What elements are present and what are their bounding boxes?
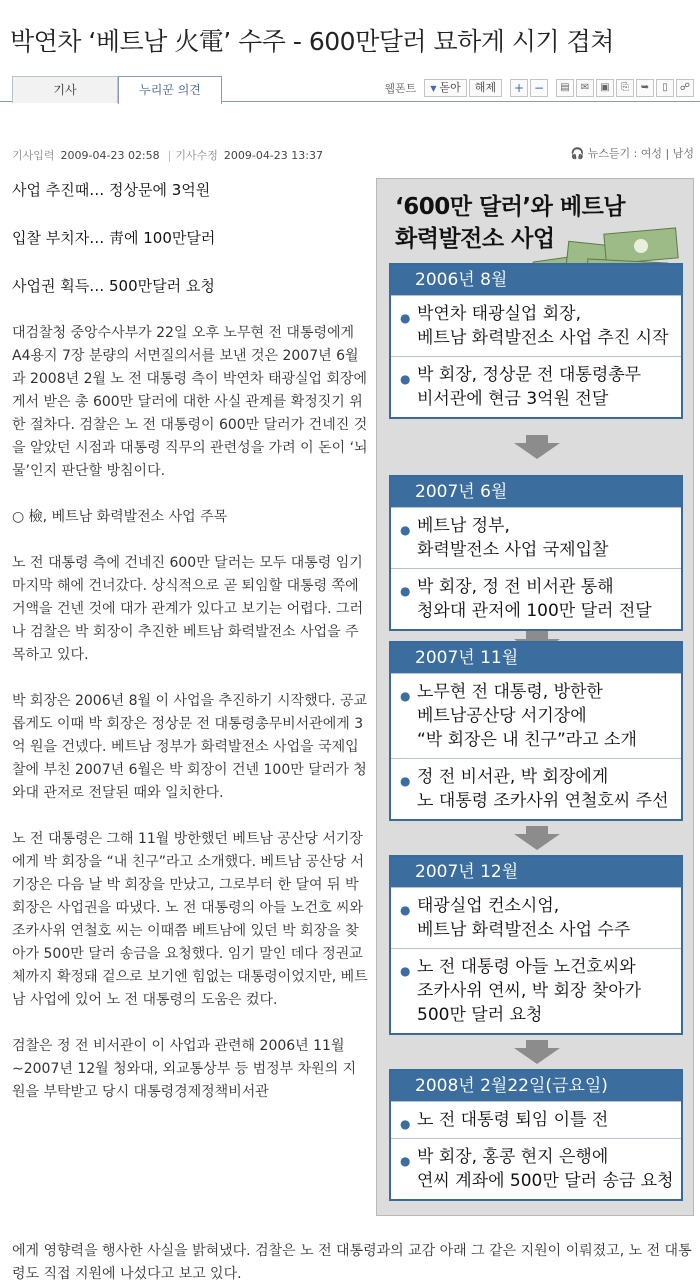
edit-date-label: 기사수정 bbox=[175, 149, 218, 162]
timeline-section bbox=[389, 1069, 683, 1201]
headphones-icon: 🎧 bbox=[570, 147, 585, 160]
timeline-event: ● 정 전 비서관, 박 회장에게 노 대통령 조카사위 연철호씨 주선 bbox=[391, 758, 681, 819]
paragraph-continued: 에게 영향력을 행사한 사실을 밝혀냈다. 검찰은 노 전 대통령과의 교감 아래 그 같은 지원이 이뤄졌고, 노 전 대통령도 직접 지원에 나섰다고 보고 있다. bbox=[12, 1243, 692, 1282]
bullet-icon: ● bbox=[400, 689, 411, 703]
timeline-date: 2007년 6월 bbox=[391, 477, 681, 507]
article-headline: 박연차 ‘베트남 火電’ 수주 - 600만달러 묘하게 시기 겹쳐 bbox=[10, 27, 614, 56]
article-meta: 기사입력 2009-04-23 02:58 | 기사수정 2009-04-23 13:37 bbox=[12, 149, 323, 162]
timeline-infographic bbox=[376, 178, 694, 1216]
bullet-icon: ● bbox=[400, 964, 411, 978]
paragraph: 노 전 대통령 측에 건네진 600만 달러는 모두 대통령 임기 마지막 해에 건너갔다. 상식적으로 곧 퇴임할 대통령 쪽에 거액을 건넨 것에 대가 관계가 있다고 보기는 어렵다. 그러나 검찰은 박 회장이 추진한 베트남 화력발전소 사업을 주목하고 있다. bbox=[12, 555, 364, 663]
tab-netizen-comments[interactable]: 누리꾼 의견 bbox=[118, 76, 222, 104]
subheading: 사업권 획득… 500만달러 요청 bbox=[12, 277, 215, 295]
input-date: 2009-04-23 02:58 bbox=[60, 149, 160, 162]
paragraph: 박 회장은 2006년 8월 이 사업을 추진하기 시작했다. 공교롭게도 이때 박 회장은 정상문 전 대통령총무비서관에게 3억 원을 건넸다. 베트남 정부가 화력발전소 사업을 국제입찰에 부친 2007년 6월은 박 회장이 건넨 100만 달러가 청와대 관저로 전달된 때와 일치한다. bbox=[12, 693, 368, 801]
subheading: 입찰 부치자… 靑에 100만달러 bbox=[12, 229, 216, 247]
timeline-event: ● 박연차 태광실업 회장, 베트남 화력발전소 사업 추진 시작 bbox=[391, 295, 681, 356]
timeline-event: ● 노 전 대통령 퇴임 이틀 전 bbox=[391, 1101, 681, 1138]
article-body bbox=[12, 178, 368, 1104]
bullet-icon: ● bbox=[400, 1117, 411, 1131]
listen-news[interactable]: 🎧 뉴스듣기 : 여성 | 남성 bbox=[570, 147, 694, 160]
down-arrow-icon bbox=[512, 1040, 562, 1064]
timeline-event: ● 박 회장, 정 전 비서관 통해 청와대 관저에 100만 달러 전달 bbox=[391, 568, 681, 629]
edit-date: 2009-04-23 13:37 bbox=[223, 149, 323, 162]
tab-article[interactable]: 기사 bbox=[12, 76, 118, 103]
paragraph: 검찰은 정 전 비서관이 이 사업과 관련해 2006년 11월∼2007년 12월 청와대, 외교통상부 등 범정부 차원의 지원을 부탁받고 당시 대통령경제정책비서관 bbox=[12, 1038, 357, 1100]
bullet-icon: ● bbox=[400, 311, 411, 325]
bullet-icon: ● bbox=[400, 372, 411, 386]
infographic-title: ‘600만 달러’와 베트남 화력발전소 사업 bbox=[395, 194, 626, 252]
paragraph: 대검찰청 중앙수사부가 22일 오후 노무현 전 대통령에게 A4용지 7장 분량의 서면질의서를 보낸 것은 2007년 6월과 2008년 2월 노 전 대통령 측이 박연차 태광실업 회장에게서 받은 총 600만 달러에 대한 사실 관계를 확정짓기 위한 절차다. 검찰은 노 전 대통령이 600만 달러가 건네진 것을 알았던 시점과 대통령 직무의 관련성을 가려 이 돈이 ‘뇌물’인지 판단할 방침이다. bbox=[12, 325, 368, 479]
zoom-out-button[interactable]: − bbox=[530, 79, 548, 97]
bullet-icon: ● bbox=[400, 523, 411, 537]
timeline-section bbox=[389, 641, 683, 821]
font-reset-button[interactable]: 해제 bbox=[469, 79, 502, 97]
print-icon[interactable]: ▤ bbox=[556, 79, 574, 97]
timeline-date: 2007년 12월 bbox=[391, 857, 681, 887]
down-arrow-icon bbox=[512, 435, 562, 459]
email-icon[interactable]: ✉ bbox=[576, 79, 594, 97]
section-heading: ○ 檢, 베트남 화력발전소 사업 주목 bbox=[12, 509, 228, 525]
timeline-event: ● 박 회장, 홍콩 현지 은행에 연씨 계좌에 500만 달러 송금 요청 bbox=[391, 1138, 681, 1199]
document-icon[interactable]: ▯ bbox=[656, 79, 674, 97]
scrap-icon[interactable]: ⎘ bbox=[616, 79, 634, 97]
send-icon[interactable]: ➥ bbox=[636, 79, 654, 97]
timeline-section bbox=[389, 263, 683, 419]
web-font-label: 웹폰트 bbox=[384, 82, 417, 95]
zoom-in-button[interactable]: + bbox=[510, 79, 528, 97]
save-icon[interactable]: ▣ bbox=[596, 79, 614, 97]
share-icon[interactable]: ☍ bbox=[676, 79, 694, 97]
bullet-icon: ● bbox=[400, 1154, 411, 1168]
bullet-icon: ● bbox=[400, 584, 411, 598]
timeline-event: ● 태광실업 컨소시엄, 베트남 화력발전소 사업 수주 bbox=[391, 887, 681, 948]
timeline-date: 2007년 11월 bbox=[391, 643, 681, 673]
timeline-event: ● 노 전 대통령 아들 노건호씨와 조카사위 연씨, 박 회장 찾아가 500만 달러 요청 bbox=[391, 948, 681, 1033]
timeline-section bbox=[389, 855, 683, 1035]
timeline-event: ● 노무현 전 대통령, 방한한 베트남공산당 서기장에 “박 회장은 내 친구”라고 소개 bbox=[391, 673, 681, 758]
bullet-icon: ● bbox=[400, 774, 411, 788]
timeline-event: ● 박 회장, 정상문 전 대통령총무 비서관에 현금 3억원 전달 bbox=[391, 356, 681, 417]
timeline-event: ● 베트남 정부, 화력발전소 사업 국제입찰 bbox=[391, 507, 681, 568]
timeline-section bbox=[389, 475, 683, 631]
dropdown-arrow-icon: ▼ bbox=[430, 84, 437, 93]
down-arrow-icon bbox=[512, 826, 562, 850]
input-date-label: 기사입력 bbox=[12, 149, 55, 162]
subheading: 사업 추진때… 정상문에 3억원 bbox=[12, 181, 211, 199]
timeline-date: 2006년 8월 bbox=[391, 265, 681, 295]
timeline-date: 2008년 2월22일(금요일) bbox=[391, 1071, 681, 1101]
bullet-icon: ● bbox=[400, 903, 411, 917]
font-select[interactable]: ▼ 돋아 bbox=[424, 79, 466, 97]
article-toolbar bbox=[384, 78, 694, 98]
paragraph: 노 전 대통령은 그해 11월 방한했던 베트남 공산당 서기장에게 박 회장을 “내 친구”라고 소개했다. 베트남 공산당 서기장은 다음 날 박 회장을 만났고, 그로부터 한 달여 뒤 박 회장은 사업권을 따냈다. 노 전 대통령의 아들 노건호 씨와 조카사위 연철호 씨는 이때쯤 베트남에 있던 박 회장을 찾아가 500만 달러 송금을 요청했다. 임기 말인 데다 정권교체까지 확정돼 겉으로 보기엔 힘없는 대통령이었지만, 베트남 사업에 있어 노 전 대통령의 도움은 컸다. bbox=[12, 831, 368, 1008]
